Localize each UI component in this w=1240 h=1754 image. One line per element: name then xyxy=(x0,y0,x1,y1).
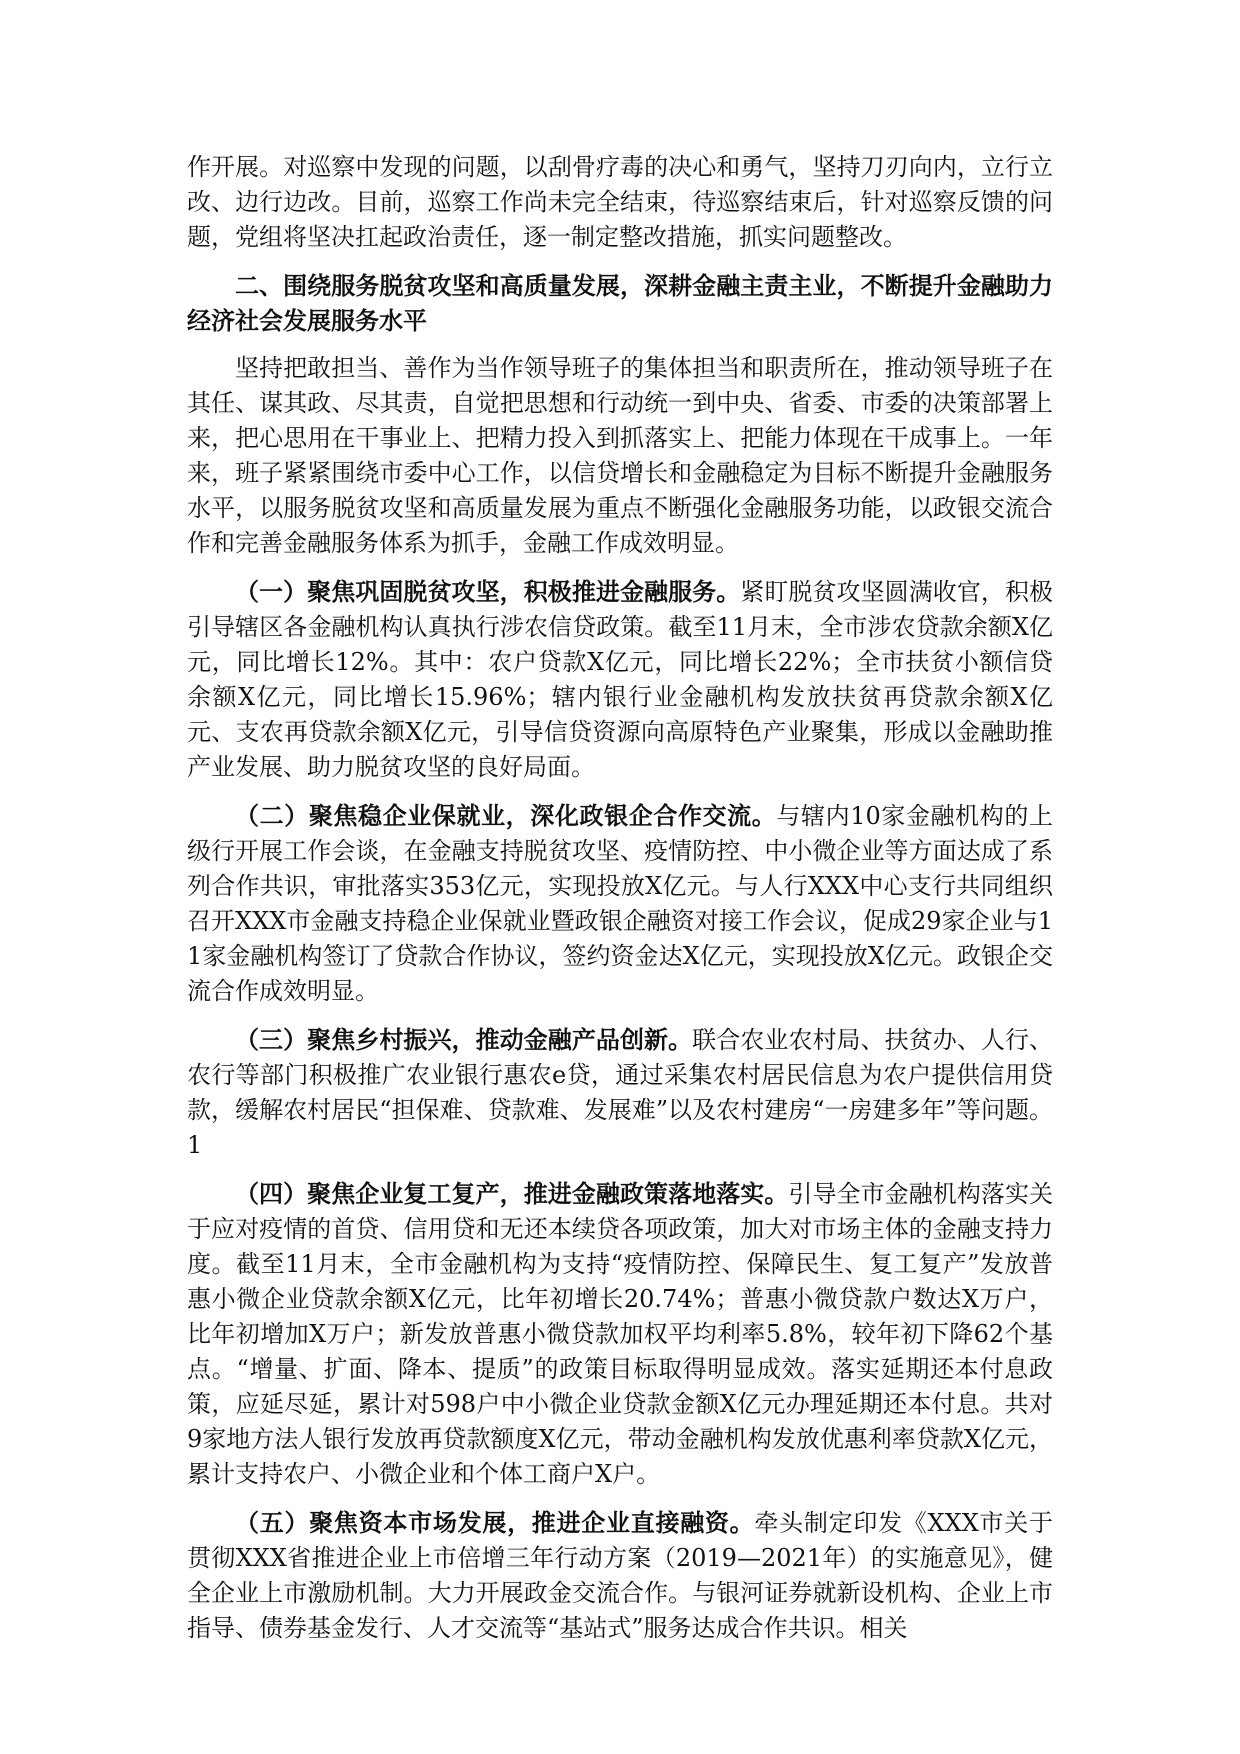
section-heading: 二、围绕服务脱贫攻坚和高质量发展，深耕金融主责主业，不断提升金融助力经济社会发展服务水平 xyxy=(187,271,1053,335)
item-text-2: 与辖内10家金融机构的上级行开展工作会谈，在金融支持脱贫攻坚、疫情防控、中小微企业等方面达成了系列合作共识，审批落实353亿元，实现投放X亿元。与人行XXX中心支行共同组织召开XXX市金融支持稳企业保就业暨政银企融资对接工作会议，促成29家企业与11家金融机构签订了贷款合作协议，签约资金达X亿元，实现投放X亿元。政银企交流合作成效明显。 xyxy=(187,802,1053,1005)
item-paragraph-5 xyxy=(187,1505,1053,1646)
item-text-1: 紧盯脱贫攻坚圆满收官，积极引导辖区各金融机构认真执行涉农信贷政策。截至11月末，全市涉农贷款余额X亿元，同比增长12%。其中：农户贷款X亿元，同比增长22%；全市扶贫小额信贷余额X亿元，同比增长15.96%；辖内银行业金融机构发放扶贫再贷款余额X亿元、支农再贷款余额X亿元，引导信贷资源向高原特色产业聚集，形成以金融助推产业发展、助力脱贫攻坚的良好局面。 xyxy=(187,578,1054,781)
item-text-4: 引导全市金融机构落实关于应对疫情的首贷、信用贷和无还本续贷各项政策，加大对市场主体的金融支持力度。截至11月末，全市金融机构为支持“疫情防控、保障民生、复工复产”发放普惠小微企业贷款余额X亿元，比年初增长20.74%；普惠小微贷款户数达X万户，比年初增加X万户；新发放普惠小微贷款加权平均利率5.8%，较年初下降62个基点。“增量、扩面、降本、提质”的政策目标取得明显成效。落实延期还本付息政策，应延尽延，累计对598户中小微企业贷款金额X亿元办理延期还本付息。共对9家地方法人银行发放再贷款额度X亿元，带动金融机构发放优惠利率贷款X亿元，累计支持农户、小微企业和个体工商户X户。 xyxy=(187,1180,1054,1488)
item-lead-3: （三）聚焦乡村振兴，推动金融产品创新。 xyxy=(235,1025,693,1054)
item-paragraph-4 xyxy=(187,1176,1053,1492)
item-paragraph-3 xyxy=(187,1022,1053,1163)
item-lead-1: （一）聚焦巩固脱贫攻坚，积极推进金融服务。 xyxy=(235,577,741,606)
item-lead-2: （二）聚焦稳企业保就业，深化政银企合作交流。 xyxy=(235,801,777,830)
item-paragraph-2 xyxy=(187,798,1053,1009)
item-lead-5: （五）聚焦资本市场发展，推进企业直接融资。 xyxy=(235,1508,755,1537)
intro-paragraph: 坚持把敢担当、善作为当作领导班子的集体担当和职责所在，推动领导班子在其任、谋其政、尽其责，自觉把思想和行动统一到中央、省委、市委的决策部署上来，把心思用在干事业上、把精力投入到抓落实上、把能力体现在干成事上。一年来，班子紧紧围绕市委中心工作，以信贷增长和金融稳定为目标不断提升金融服务水平，以服务脱贫攻坚和高质量发展为重点不断强化金融服务功能，以政银交流合作和完善金融服务体系为抓手，金融工作成效明显。 xyxy=(187,354,1053,557)
item-lead-4: （四）聚焦企业复工复产，推进金融政策落地落实。 xyxy=(235,1179,789,1208)
continued-paragraph: 作开展。对巡察中发现的问题，以刮骨疗毒的决心和勇气，坚持刀刃向内，立行立改、边行边改。目前，巡察工作尚未完全结束，待巡察结束后，针对巡察反馈的问题，党组将坚决扛起政治责任，逐一制定整改措施，抓实问题整改。 xyxy=(187,153,1053,251)
item-paragraph-1 xyxy=(187,574,1053,785)
item-text-3: 联合农业农村局、扶贫办、人行、农行等部门积极推广农业银行惠农e贷，通过采集农村居民信息为农户提供信用贷款，缓解农村居民“担保难、贷款难、发展难”以及农村建房“一房建多年”等问题。1 xyxy=(187,1026,1054,1159)
document-page xyxy=(187,150,1053,1659)
item-text-5: 牵头制定印发《XXX市关于贯彻XXX省推进企业上市倍增三年行动方案（2019—2021年）的实施意见》，健全企业上市激励机制。大力开展政金交流合作。与银河证券就新设机构、企业上市指导、债券基金发行、人才交流等“基站式”服务达成合作共识。相关 xyxy=(187,1509,1053,1642)
